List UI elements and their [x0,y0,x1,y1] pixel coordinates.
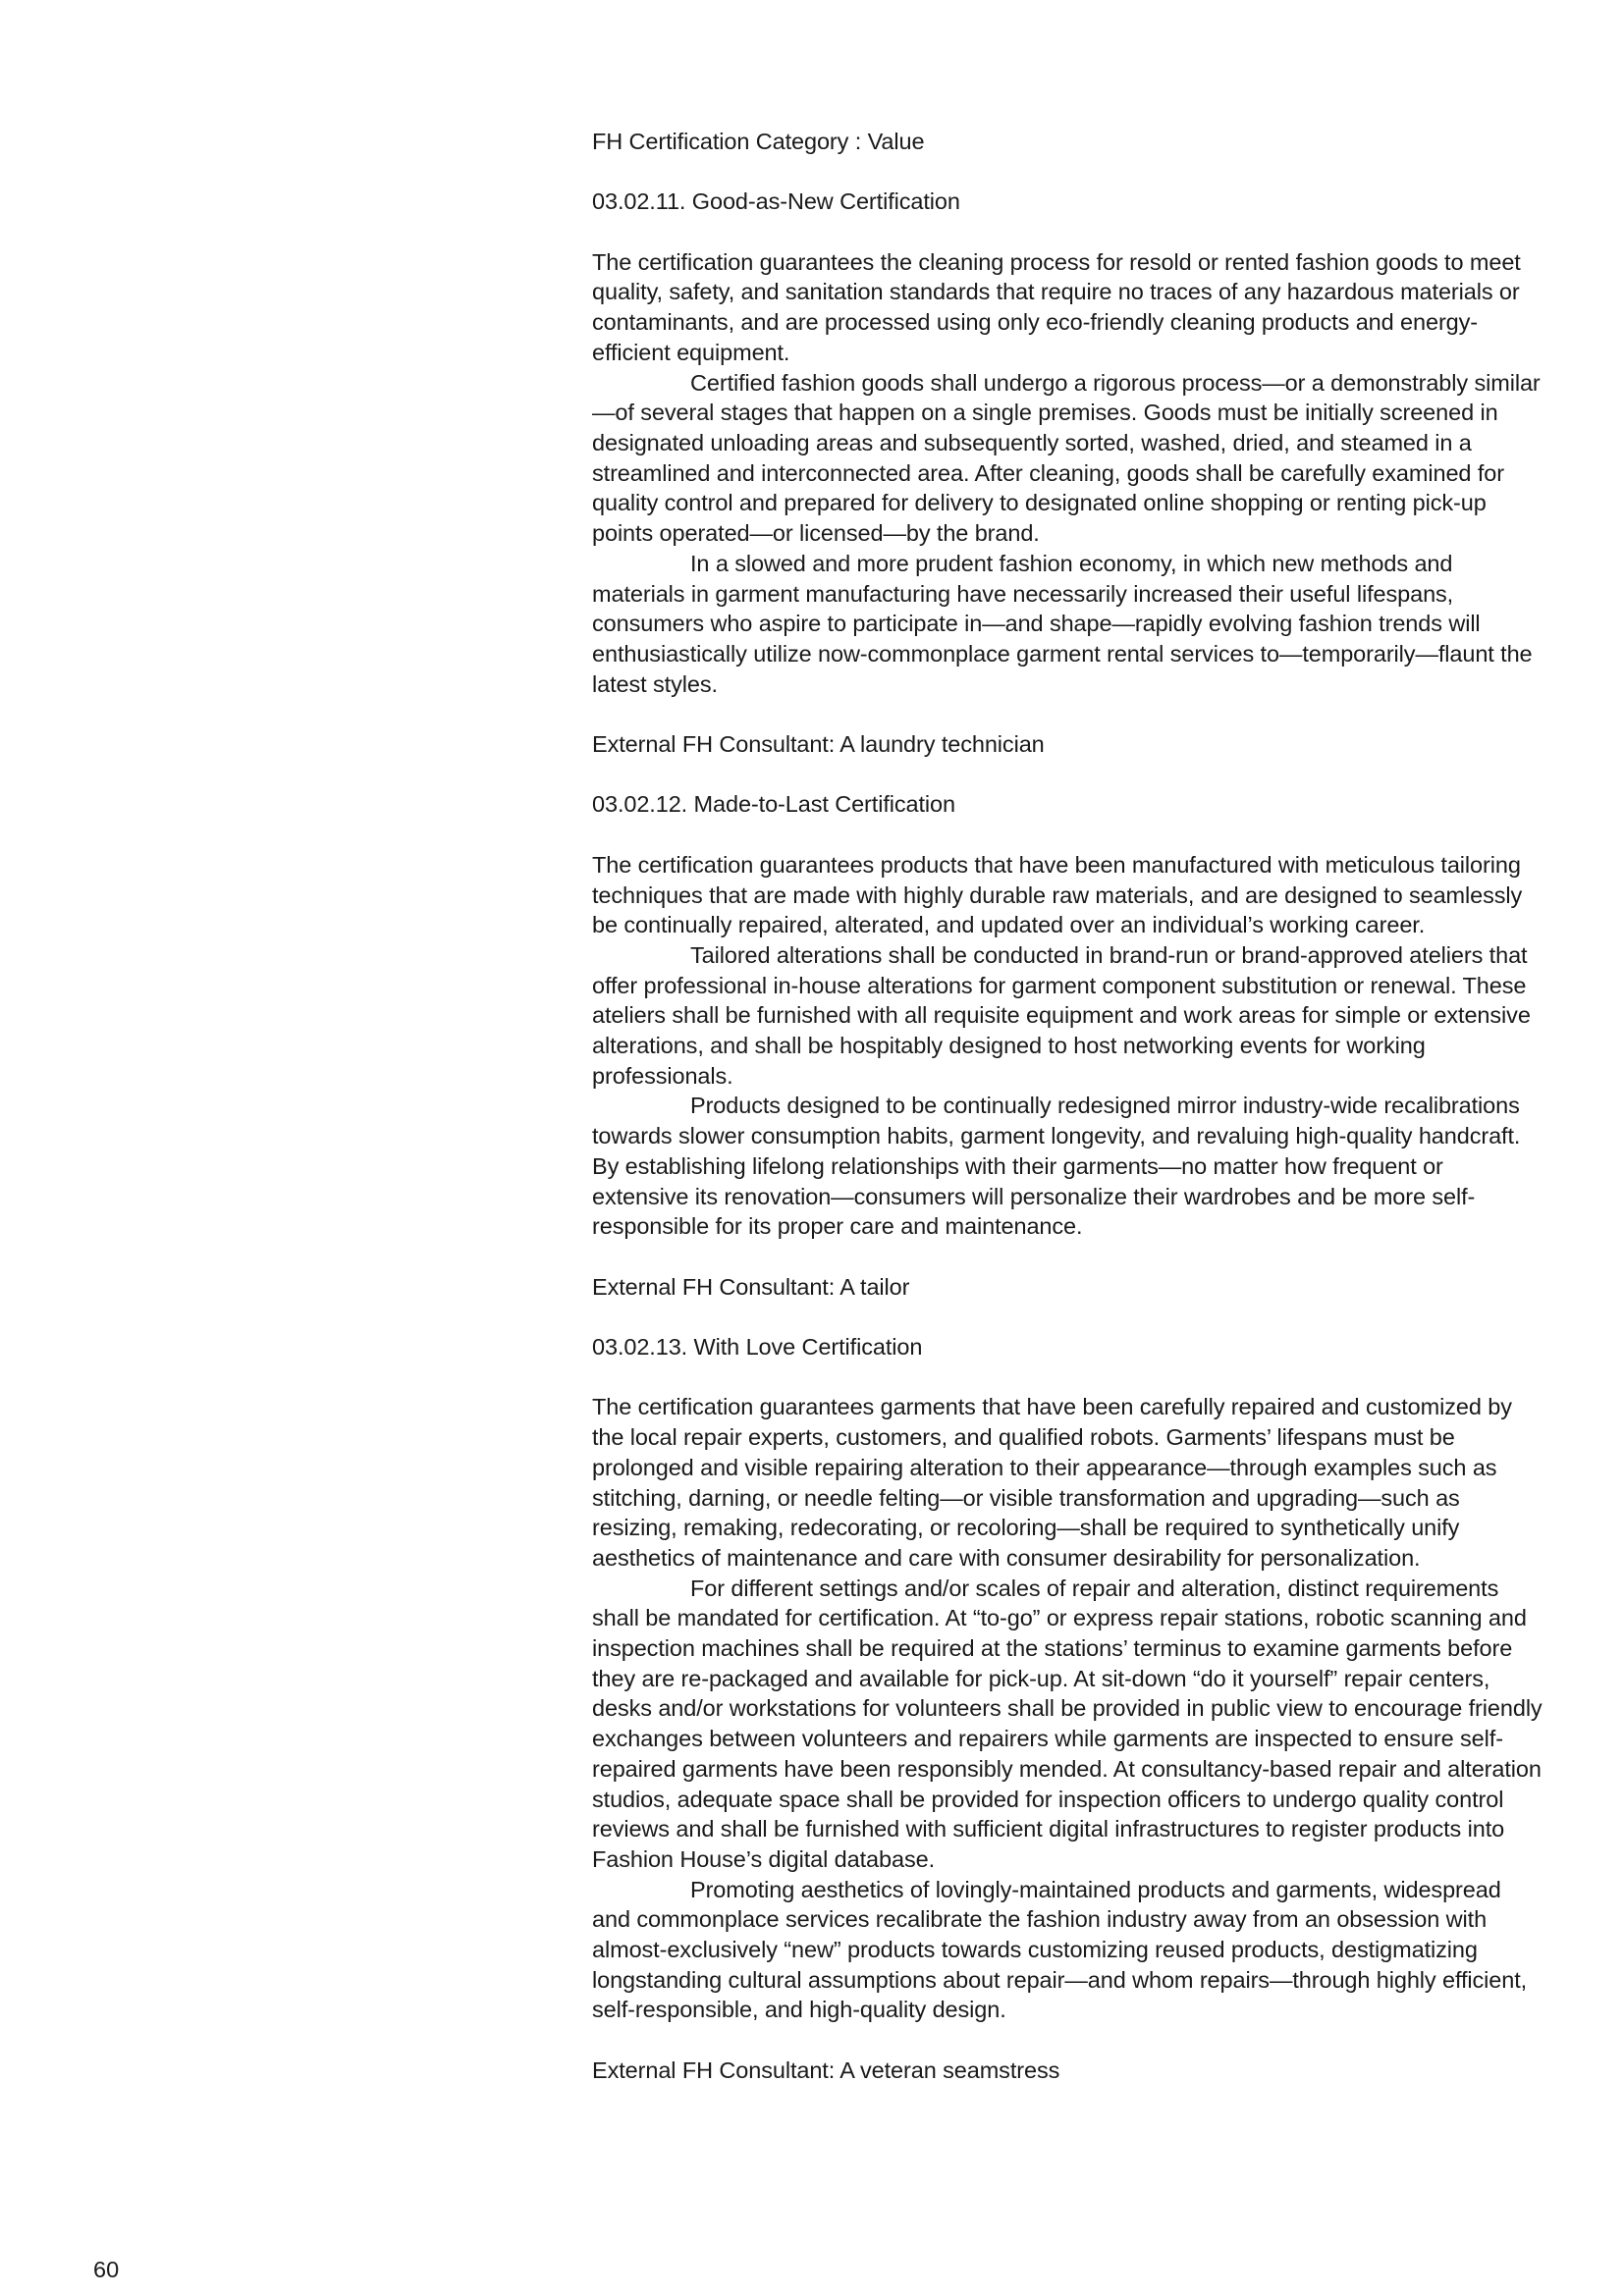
paragraph: Tailored alterations shall be conducted in brand-run or brand-approved ateliers that offer professional in-house alterations for garment component substitution or renewal. These ateliers shall be furnished with all requisite equipment and work areas for simple or extensive alterations, and shall be hospitably designed to host networking events for working professionals. [592,941,1531,1089]
paragraph: The certification guarantees the cleaning process for resold or rented fashion goods to meet quality, safety, and sanitation standards that require no traces of any hazardous materials or contaminants, and are processed using only eco-friendly cleaning products and energy-efficient equipment. [592,248,1521,365]
paragraph: In a slowed and more prudent fashion economy, in which new methods and materials in garment manufacturing have necessarily increased their useful lifespans, consumers who aspire to participate in—and shape—rapidly evolving fashion trends will enthusiastically utilize now-commonplace garment rental services to—temporarily—flaunt the latest styles. [592,550,1533,697]
consultant-line: External FH Consultant: A laundry technician [592,731,1045,758]
paragraph: Products designed to be continually redesigned mirror industry-wide recalibrations towards slower consumption habits, garment longevity, and revaluing high-quality handcraft. By establishing lifelong relationships with their garments—no matter how frequent or extensive its renovation—consumers will personalize their wardrobes and be more self-responsible for its proper care and maintenance. [592,1093,1521,1240]
section-heading-good-as-new: 03.02.11. Good-as-New Certification [592,188,960,215]
paragraph: For different settings and/or scales of repair and alteration, distinct requirements shall be mandated for certification. At “to-go” or express repair stations, robotic scanning and inspection machines shall be required at the stations’ terminus to examine garments before they are re-packaged and available for pick-up. At sit-down “do it yourself” repair centers, desks and/or workstations for volunteers shall be provided in public view to encourage friendly exchanges between volunteers and repairers while garments are inspected to ensure self-repaired garments have been responsibly mended. At consultancy-based repair and alteration studios, adequate space shall be provided for inspection officers to undergo quality control reviews and shall be furnished with sufficient digital infrastructures to register products into Fashion House’s digital database. [592,1575,1543,1872]
paragraph: The certification guarantees garments that have been carefully repaired and customized by the local repair experts, customers, and qualified robots. Garments’ lifespans must be prolonged and visible repairing alteration to their appearance—through examples such as stitching, darning, or needle felting—or visible transformation and upgrading—such as resizing, remaking, redecorating, or recoloring—shall be required to synthetically unify aesthetics of maintenance and care with consumer desirability for personalization. [592,1394,1512,1571]
paragraph: Certified fashion goods shall undergo a rigorous process—or a demonstrably similar—of several stages that happen on a single premises. Goods must be initially screened in designated unloading areas and subsequently sorted, washed, dried, and steamed in a streamlined and interconnected area. After cleaning, goods shall be carefully examined for quality control and prepared for delivery to designated online shopping or renting pick-up points operated—or licensed—by the brand. [592,369,1541,547]
category-line: FH Certification Category : Value [592,129,925,154]
paragraph: Promoting aesthetics of lovingly-maintained products and garments, widespread and commonplace services recalibrate the fashion industry away from an obsession with almost-exclusively “new” products towards customizing reused products, destigmatizing longstanding cultural assumptions about repair—and whom repairs—through highly efficient, self-responsible, and high-quality design. [592,1876,1528,2023]
section-heading-with-love: 03.02.13. With Love Certification [592,1334,923,1361]
consultant-line: External FH Consultant: A veteran seamstress [592,2056,1060,2083]
page-number: 60 [93,2257,120,2282]
body-column [592,127,1543,2086]
consultant-line: External FH Consultant: A tailor [592,1273,910,1300]
paragraph: The certification guarantees products that have been manufactured with meticulous tailoring techniques that are made with highly durable raw materials, and are designed to seamlessly be continually repaired, alterated, and updated over an individual’s working career. [592,851,1523,938]
section-heading-made-to-last: 03.02.12. Made-to-Last Certification [592,791,955,818]
